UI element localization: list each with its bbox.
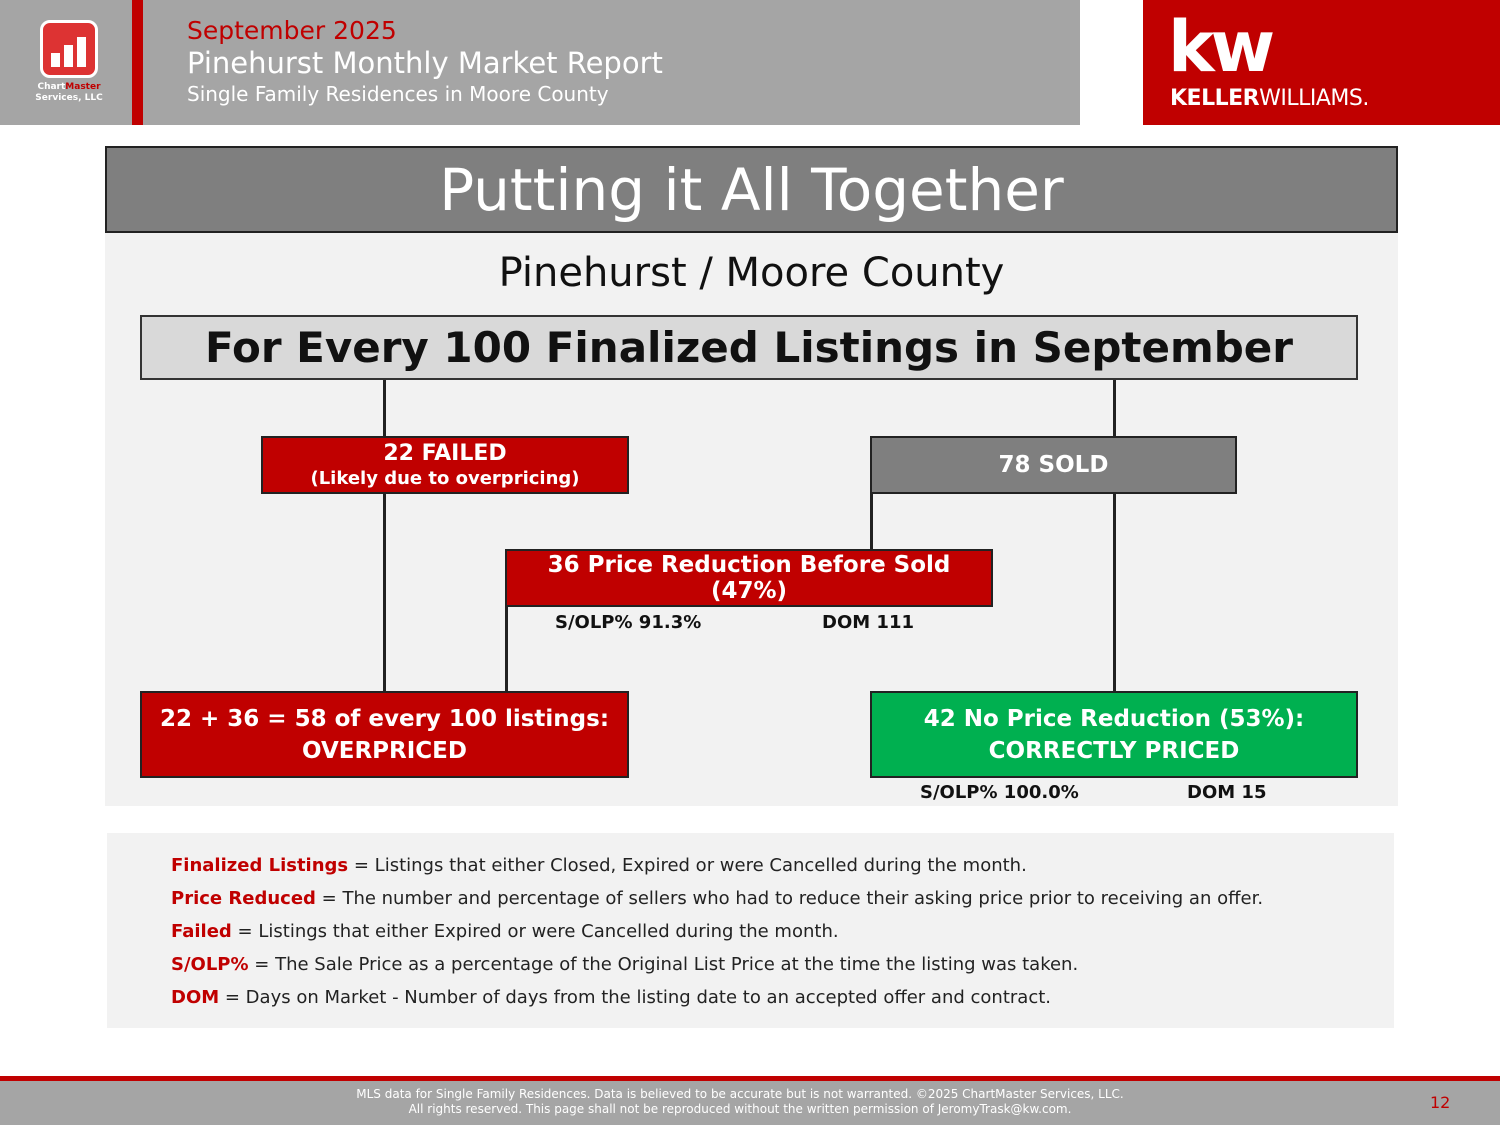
report-subtitle: Single Family Residences in Moore County xyxy=(187,82,609,106)
correctly-priced-box xyxy=(870,691,1358,778)
connector-line xyxy=(383,494,386,691)
connector-line xyxy=(1113,380,1116,436)
chartmaster-logo-text: ChartMaster Services, LLC xyxy=(35,82,103,103)
correct-line2: CORRECTLY PRICED xyxy=(988,737,1240,764)
failed-count: 22 FAILED xyxy=(383,441,507,466)
correct-solp: S/OLP% 100.0% xyxy=(920,782,1079,803)
connector-line xyxy=(383,380,386,436)
overpriced-line2: OVERPRICED xyxy=(302,737,467,764)
definition-item: Price Reduced = The number and percentage of sellers who had to reduce their asking price prior to receiving an offer. xyxy=(171,888,1264,909)
connector-line xyxy=(505,607,508,691)
bar-chart-icon xyxy=(40,20,98,78)
connector-line xyxy=(870,494,873,549)
correct-dom: DOM 15 xyxy=(1187,782,1267,803)
price-reduction-box: 36 Price Reduction Before Sold (47%) xyxy=(505,549,993,607)
page-number: 12 xyxy=(1430,1093,1451,1112)
report-title: Pinehurst Monthly Market Report xyxy=(187,46,663,80)
kw-mark: kw xyxy=(1168,6,1272,88)
connector-line xyxy=(1113,494,1116,691)
region-subtitle: Pinehurst / Moore County xyxy=(498,250,1005,296)
slide-title-bar xyxy=(105,146,1398,233)
failed-note: (Likely due to overpricing) xyxy=(310,468,580,489)
correct-line1: 42 No Price Reduction (53%): xyxy=(923,705,1305,732)
sold-box: 78 SOLD xyxy=(870,436,1237,494)
definition-item: Failed = Listings that either Expired or were Cancelled during the month. xyxy=(171,921,839,942)
reduction-dom: DOM 111 xyxy=(822,612,914,633)
finalized-listings-box: For Every 100 Finalized Listings in September xyxy=(140,315,1358,380)
failed-box xyxy=(261,436,629,494)
definition-item: Finalized Listings = Listings that either Closed, Expired or were Cancelled during the month. xyxy=(171,855,1027,876)
chartmaster-logo xyxy=(0,0,132,125)
header-divider xyxy=(132,0,143,125)
reduction-solp: S/OLP% 91.3% xyxy=(555,612,702,633)
overpriced-box xyxy=(140,691,629,778)
definition-item: S/OLP% = The Sale Price as a percentage of the Original List Price at the time the listing was taken. xyxy=(171,954,1079,975)
report-date: September 2025 xyxy=(187,16,397,45)
keller-williams-name: KELLERWILLIAMS. xyxy=(1170,86,1369,111)
overpriced-line1: 22 + 36 = 58 of every 100 listings: xyxy=(159,705,610,732)
footer-disclaimer: MLS data for Single Family Residences. Data is believed to be accurate but is not warranted. ©2025 ChartMaster Services, LLC. All rights reserved. This page shall not be reproduced without the written permission of JeromyTrask@kw.com. xyxy=(356,1087,1124,1116)
slide-title: Putting it All Together xyxy=(439,155,1064,224)
definition-item: DOM = Days on Market - Number of days from the listing date to an accepted offer and contract. xyxy=(171,987,1051,1008)
